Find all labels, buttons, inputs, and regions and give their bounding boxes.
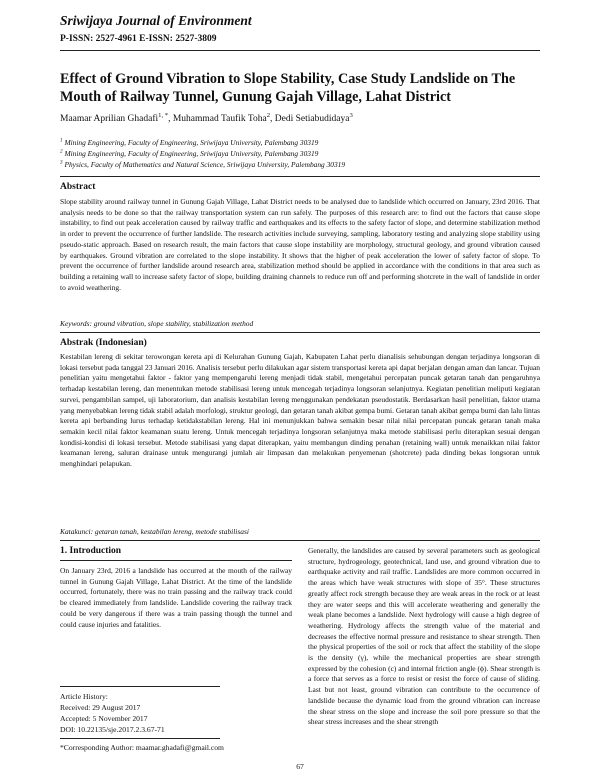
abstrak-text: Kestabilan lereng di sekitar terowongan kereta api di Kelurahan Gunung Gajah, Kabupaten Lahat perlu dianalisis sehubungan dengan terjadinya longsoran di lokasi tersebut pada tanggal 23 Januari 2016. Analisis tersebut perlu dilakukan agar sistem transportasi kereta api dapat berjalan dengan aman dan lancar. Tujuan penelitian yaitu mengetahui faktor - faktor yang mempengaruhi lereng menjadi tidak stabil, mengetahui percepatan puncak getaran tanah dan pengaruhnya terhadap kestabilan lereng, dan menentukan metode stabilisasi lereng untuk mencegah terjadinya longsoran selanjutnya. Kegiatan penelitian meliputi kegiatan survei, pengambilan sampel, uji laboratorium, dan analisis kestabilan lereng menggunakan pendekatan pseudostatik. Berdasarkan hasil penelitian, faktor utama yang menyebabkan lereng tidak stabil adalah morfologi, struktur geologi, dan getaran tanah akibat gempa bumi. Getaran tanah akibat gempa bumi dan lalu lintas kereta api berbanding lurus terhadap ketidakstabilan lereng. Hal ini menunjukkan bahwa semakin besar nilai nilai percepatan puncak getaran tanah maka semakin kecil nilai faktor keamanan suatu lereng. Untuk mencegah terjadinya longsoran selanjutnya maka metode stabilisasi perlu diterapkan sesuai dengan kondisi-kondisi di lokasi tersebut. Metode stabilisasi yang dapat diterapkan, yaitu membangun dinding penahan (retaining wall) untuk menaikkan nilai faktor keamanan lereng, saluran drainase untuk mengurangi jumlah air limpasan dan melakukan penyemenan (shotcrete) pada dinding bekas longsoran untuk menghindari pelapukan.	[60, 352, 540, 469]
introduction-right-text: Generally, the landslides are caused by several parameters such as geological structure, hydrogeology, geotechnical, land use, and ground vibration due to earthquake activity and rail traffic. Landslides are more common occurred in the areas which have weak structures with slope of 35°. These structures greatly affect rock strength because they are weak areas in the rock or at least they are water seeps and this will accelerate weathering and generally the weak plane becomes a landslide. Next hydrology will cause a high degree of weathering. Hydrology affects the strength value of the material and decreases the effective normal pressure and resistance to shear strength. Then the physical properties of the soil or rock that affect the stability of the slope is the density (γ), while the mechanical properties are shear strength expressed by the cohesion (c) and internal friction angle (ϕ). Shear strength is a force that serves as a force to resist or resist the force of cause of sliding. Last but not least, ground vibration can contribute to the occurrence of landslide because the dynamic load from the ground vibration can increase the shear stress on the slope and increase the soil pore pressure so that the shear stress increases and the shear strength	[308, 546, 540, 727]
history-accepted: Accepted: 5 November 2017	[60, 714, 148, 723]
history-rule	[60, 686, 220, 687]
journal-name: Sriwijaya Journal of Environment	[60, 13, 252, 28]
author-1-sup: 1, *	[158, 111, 169, 119]
author-2: , Muhammad Taufik Toha	[168, 114, 267, 124]
header-rule	[60, 50, 540, 51]
history-received: Received: 29 August 2017	[60, 703, 141, 712]
abstract-heading: Abstract	[60, 182, 96, 192]
corresponding-rule	[60, 738, 220, 739]
history-doi: DOI: 10.22135/sje.2017.2.3.67-71	[60, 725, 165, 734]
abstract-top-rule	[60, 176, 540, 177]
abstrak-heading: Abstrak (Indonesian)	[60, 338, 147, 348]
introduction-heading: 1. Introduction	[60, 546, 122, 556]
abstrak-bottom-rule	[60, 540, 540, 541]
author-3-sup: 3	[349, 111, 353, 119]
affiliation-1: $^1$ Mining Engineering, Faculty of Engineering, Sriwijaya University, Palembang 30319	[60, 137, 319, 147]
author-1: Maamar Aprilian Ghadafi	[60, 114, 159, 124]
article-history	[60, 691, 165, 735]
abstract-keywords: Keywords: ground vibration, slope stability, stabilization method	[60, 319, 254, 328]
abstrak-keywords: Katakunci: getaran tanah, kestabilan lereng, metode stabilisasi	[60, 527, 249, 536]
affiliation-3: $^3$ Physics, Faculty of Mathematics and Natural Science, Sriwijaya University, Palembang 30319	[60, 159, 346, 169]
issn-line: P-ISSN: 2527-4961 E-ISSN: 2527-3809	[60, 34, 217, 44]
page-number: 67	[296, 762, 304, 771]
author-3: , Dedi Setiabudidaya	[270, 114, 350, 124]
corresponding-author: *Corresponding Author: maamar.ghadafi@gmail.com	[60, 743, 224, 752]
introduction-rule	[60, 560, 292, 561]
abstract-bottom-rule	[60, 332, 540, 333]
paper-title: Effect of Ground Vibration to Slope Stability, Case Study Landslide on The Mouth of Railway Tunnel, Gunung Gajah Village, Lahat District	[60, 71, 516, 105]
abstract-text: Slope stability around railway tunnel in Gunung Gajah Village, Lahat District needs to be analysed due to landslide which occurred on January, 23rd 2016. That analysis needs to be done so that the railway transportation system can run safely. The purposes of this research are: to find out the factors that cause slope instability, to find out peak acceleration caused by railway traffic and earthquakes and its effects to the safety factor of slope, and determine stabilization method in order to prevent the occurrence of further landslide. The research activities include surveying, sampling, laboratory testing and analyzing slope stability using pseudo-static approach. Based on research result, the main factors that cause slope instability are morphology, structural geology, and ground vibration caused by earthquakes. Ground vibration are correlated to the slope instability. It shows that the higher of peak acceleration the lower of safety factor of slope. To prevent the occurrence of further landslide around research area, stabilization method should be applied in accordance with the conditions in that area such as building a retaining wall to increase safety factor of slope, building draining channels to reduce run off and performing shotcrete in the wall of landslide in order to avoid weathering.	[60, 197, 540, 292]
history-label: Article History:	[60, 692, 108, 701]
author-2-sup: 2	[266, 111, 271, 119]
affiliation-2: $^2$ Mining Engineering, Faculty of Engineering, Sriwijaya University, Palembang 30319	[60, 148, 319, 158]
author-list	[60, 111, 353, 124]
introduction-left-text: On January 23rd, 2016 a landslide has occurred at the mouth of the railway tunnel in Gunung Gajah Village, Lahat District. At the time of the landslide occurred, fortunately, there was no train passing and the railway track could be cleared immediately from landslide. Landslide covering the railway track could be very dangerous if there was a train passing though the tunnel and could cause injuries and fatalities.	[60, 566, 292, 629]
affiliations	[60, 137, 345, 170]
